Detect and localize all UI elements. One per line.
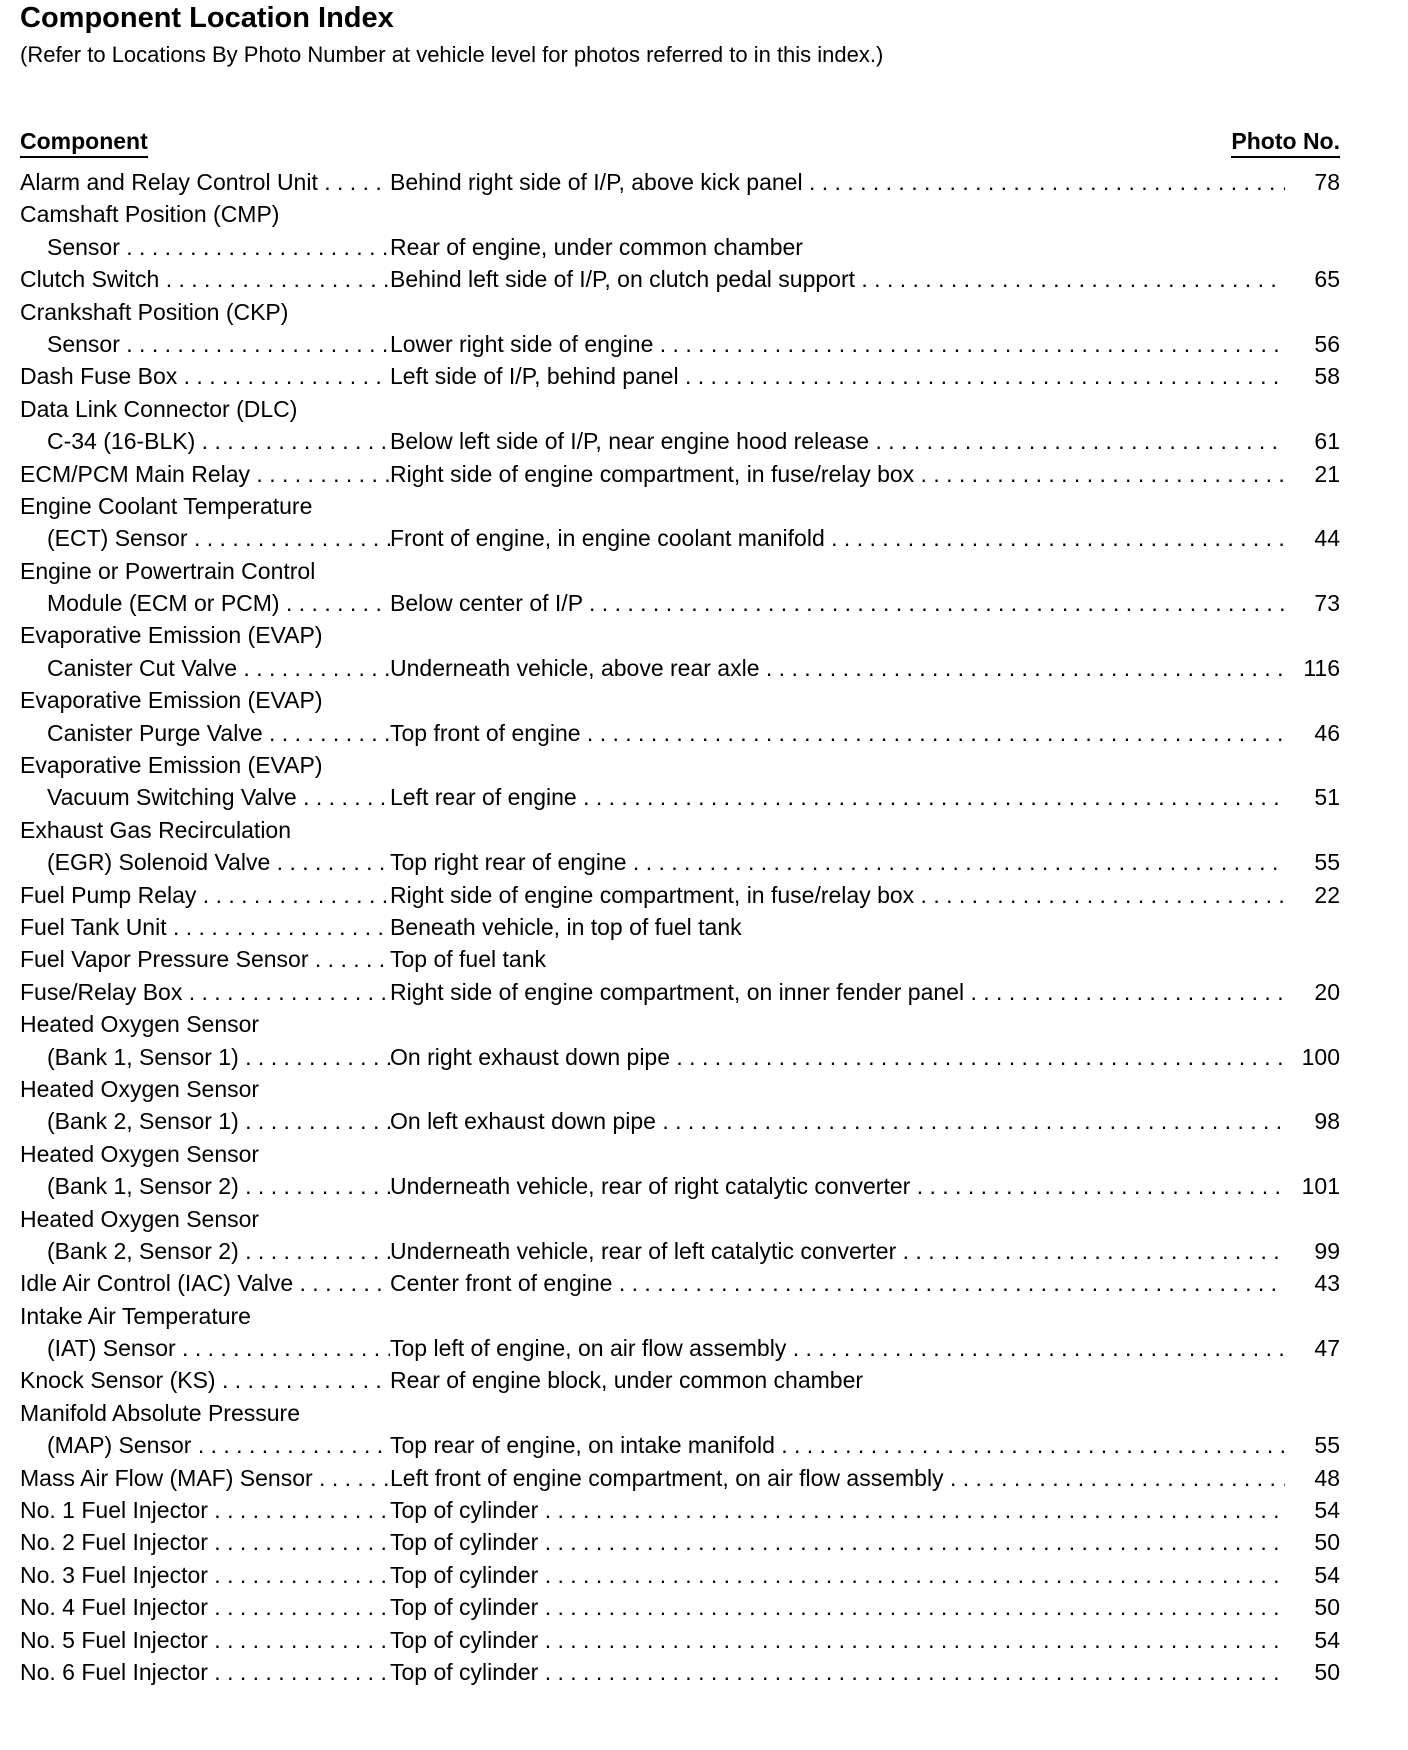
component-name: Intake Air Temperature [20, 1302, 251, 1329]
table-row [20, 1397, 1340, 1429]
photo-number: 47 [1314, 1335, 1340, 1362]
component-location: Top of cylinder . . . [390, 1526, 1285, 1558]
table-row [20, 231, 1340, 263]
component-location: Right side of engine compartment, in fuse/relay box . . . [390, 458, 1285, 490]
photo-number: 55 [1314, 849, 1340, 876]
table-row [20, 652, 1340, 684]
photo-number: 51 [1314, 784, 1340, 811]
table-row [20, 296, 1340, 328]
table-row [20, 717, 1340, 749]
table-row [20, 393, 1340, 425]
component-name: Vacuum Switching Valve . . . [20, 781, 390, 813]
photo-column-header: Photo No. [1231, 128, 1340, 158]
photo-number: 54 [1314, 1561, 1340, 1588]
table-row [20, 1624, 1340, 1656]
component-location: Left front of engine compartment, on air flow assembly . . . [390, 1462, 1285, 1494]
photo-number: 100 [1301, 1043, 1340, 1070]
component-location: Beneath vehicle, in top of fuel tank [390, 913, 742, 940]
component-location: Rear of engine, under common chamber [390, 233, 803, 260]
photo-number: 50 [1314, 1529, 1340, 1556]
table-row [20, 976, 1340, 1008]
component-location: Underneath vehicle, rear of left catalytic converter . . . [390, 1235, 1285, 1267]
table-row [20, 879, 1340, 911]
table-row [20, 1300, 1340, 1332]
table-row [20, 458, 1340, 490]
component-index-table [20, 166, 1340, 1688]
table-row [20, 1429, 1340, 1461]
table-row [20, 1591, 1340, 1623]
page-subtitle: (Refer to Locations By Photo Number at vehicle level for photos referred to in this index.) [20, 42, 884, 67]
component-name: Evaporative Emission (EVAP) [20, 687, 323, 714]
table-row [20, 1235, 1340, 1267]
page-title: Component Location Index [20, 2, 394, 34]
photo-number: 54 [1314, 1497, 1340, 1524]
table-row [20, 1559, 1340, 1591]
photo-number: 56 [1314, 330, 1340, 357]
component-name: (ECT) Sensor . . . [20, 522, 390, 554]
table-row [20, 1462, 1340, 1494]
table-row [20, 555, 1340, 587]
component-name: Crankshaft Position (CKP) [20, 298, 289, 325]
component-name: Idle Air Control (IAC) Valve . . . [20, 1267, 390, 1299]
component-name: No. 1 Fuel Injector . . . [20, 1494, 390, 1526]
component-name: No. 6 Fuel Injector . . . [20, 1656, 390, 1688]
photo-number: 61 [1314, 428, 1340, 455]
component-location: Lower right side of engine . . . [390, 328, 1285, 360]
table-row [20, 749, 1340, 781]
component-location: Top of cylinder . . . [390, 1591, 1285, 1623]
component-location: Below left side of I/P, near engine hood release . . . [390, 425, 1285, 457]
table-row [20, 846, 1340, 878]
component-name: (IAT) Sensor . . . [20, 1332, 390, 1364]
component-location: Behind right side of I/P, above kick panel . . . [390, 166, 1285, 198]
table-row [20, 1008, 1340, 1040]
photo-number: 55 [1314, 1432, 1340, 1459]
table-row [20, 781, 1340, 813]
component-name: Fuse/Relay Box . . . [20, 976, 390, 1008]
component-name: No. 4 Fuel Injector . . . [20, 1591, 390, 1623]
table-row [20, 1138, 1340, 1170]
component-name: Mass Air Flow (MAF) Sensor . . . [20, 1462, 390, 1494]
component-location: Right side of engine compartment, in fuse/relay box . . . [390, 879, 1285, 911]
photo-number: 101 [1301, 1173, 1340, 1200]
table-row [20, 1170, 1340, 1202]
photo-number: 54 [1314, 1626, 1340, 1653]
component-name: (Bank 2, Sensor 1) . . . [20, 1105, 390, 1137]
component-name: Data Link Connector (DLC) [20, 395, 298, 422]
component-name: No. 2 Fuel Injector . . . [20, 1526, 390, 1558]
component-name: No. 3 Fuel Injector . . . [20, 1559, 390, 1591]
component-name: (Bank 2, Sensor 2) . . . [20, 1235, 390, 1267]
photo-number: 22 [1314, 881, 1340, 908]
table-row [20, 263, 1340, 295]
table-row [20, 1526, 1340, 1558]
photo-number: 43 [1314, 1270, 1340, 1297]
table-row [20, 1203, 1340, 1235]
component-location: On right exhaust down pipe . . . [390, 1041, 1285, 1073]
component-name: Module (ECM or PCM) . . . [20, 587, 390, 619]
table-row [20, 490, 1340, 522]
component-location: Top of cylinder . . . [390, 1559, 1285, 1591]
component-name: Clutch Switch . . . [20, 263, 390, 295]
component-name: C-34 (16-BLK) . . . [20, 425, 390, 457]
photo-number: 50 [1314, 1658, 1340, 1685]
component-name: Heated Oxygen Sensor [20, 1140, 260, 1167]
component-name: Dash Fuse Box . . . [20, 360, 390, 392]
table-row [20, 166, 1340, 198]
component-name: Sensor . . . [20, 328, 390, 360]
table-row [20, 1041, 1340, 1073]
table-row [20, 814, 1340, 846]
table-row [20, 1267, 1340, 1299]
photo-number: 20 [1314, 978, 1340, 1005]
table-row [20, 1073, 1340, 1105]
photo-number: 46 [1314, 719, 1340, 746]
photo-number: 50 [1314, 1594, 1340, 1621]
component-name: Camshaft Position (CMP) [20, 201, 280, 228]
component-name: (Bank 1, Sensor 1) . . . [20, 1041, 390, 1073]
component-location: Top front of engine . . . [390, 717, 1285, 749]
photo-number: 48 [1314, 1464, 1340, 1491]
component-name: Engine or Powertrain Control [20, 557, 316, 584]
photo-number: 99 [1314, 1237, 1340, 1264]
table-row [20, 360, 1340, 392]
component-location: On left exhaust down pipe . . . [390, 1105, 1285, 1137]
component-location: Below center of I/P . . . [390, 587, 1285, 619]
component-location: Top right rear of engine . . . [390, 846, 1285, 878]
photo-number: 44 [1314, 525, 1340, 552]
component-location: Top left of engine, on air flow assembly . . . [390, 1332, 1285, 1364]
photo-number: 65 [1314, 266, 1340, 293]
component-name: Fuel Vapor Pressure Sensor . . . [20, 943, 390, 975]
table-row [20, 198, 1340, 230]
table-row [20, 1105, 1340, 1137]
component-location: Left rear of engine . . . [390, 781, 1285, 813]
component-name: Heated Oxygen Sensor [20, 1011, 260, 1038]
table-row [20, 1494, 1340, 1526]
component-location: Top rear of engine, on intake manifold . . . [390, 1429, 1285, 1461]
component-location: Top of fuel tank [390, 946, 546, 973]
component-name: Manifold Absolute Pressure [20, 1399, 300, 1426]
component-location: Center front of engine . . . [390, 1267, 1285, 1299]
component-location: Top of cylinder . . . [390, 1656, 1285, 1688]
table-row [20, 328, 1340, 360]
table-row [20, 684, 1340, 716]
component-name: No. 5 Fuel Injector . . . [20, 1624, 390, 1656]
table-row [20, 911, 1340, 943]
photo-number: 98 [1314, 1108, 1340, 1135]
component-name: Engine Coolant Temperature [20, 492, 313, 519]
component-location: Rear of engine block, under common chamber [390, 1367, 864, 1394]
component-name: (EGR) Solenoid Valve . . . [20, 846, 390, 878]
table-row [20, 1656, 1340, 1688]
component-name: Evaporative Emission (EVAP) [20, 622, 323, 649]
component-location: Front of engine, in engine coolant manifold . . . [390, 522, 1285, 554]
component-name: ECM/PCM Main Relay . . . [20, 458, 390, 490]
component-name: Knock Sensor (KS) . . . [20, 1364, 390, 1396]
component-name: Alarm and Relay Control Unit . . . [20, 166, 390, 198]
component-name: Exhaust Gas Recirculation [20, 816, 292, 843]
photo-number: 58 [1314, 363, 1340, 390]
table-row [20, 425, 1340, 457]
table-row [20, 1364, 1340, 1396]
component-name: Canister Cut Valve . . . [20, 652, 390, 684]
component-location: Underneath vehicle, rear of right catalytic converter . . . [390, 1170, 1285, 1202]
component-location: Top of cylinder . . . [390, 1624, 1285, 1656]
component-name: Heated Oxygen Sensor [20, 1075, 260, 1102]
component-name: Sensor . . . [20, 231, 390, 263]
table-row [20, 522, 1340, 554]
photo-number: 116 [1303, 654, 1340, 681]
table-row [20, 943, 1340, 975]
component-location: Top of cylinder . . . [390, 1494, 1285, 1526]
table-row [20, 1332, 1340, 1364]
component-name: (Bank 1, Sensor 2) . . . [20, 1170, 390, 1202]
component-name: Heated Oxygen Sensor [20, 1205, 260, 1232]
table-row [20, 619, 1340, 651]
component-location: Left side of I/P, behind panel . . . [390, 360, 1285, 392]
component-column-header: Component [20, 128, 148, 158]
component-name: Fuel Tank Unit . . . [20, 911, 390, 943]
component-name: Evaporative Emission (EVAP) [20, 752, 323, 779]
component-name: Canister Purge Valve . . . [20, 717, 390, 749]
component-location: Right side of engine compartment, on inner fender panel . . . [390, 976, 1285, 1008]
photo-number: 78 [1314, 169, 1340, 195]
component-name: (MAP) Sensor . . . [20, 1429, 390, 1461]
component-name: Fuel Pump Relay . . . [20, 879, 390, 911]
photo-number: 73 [1314, 590, 1340, 617]
photo-number: 21 [1314, 460, 1340, 487]
table-row [20, 587, 1340, 619]
component-location: Underneath vehicle, above rear axle . . . [390, 652, 1285, 684]
component-location: Behind left side of I/P, on clutch pedal support . . . [390, 263, 1285, 295]
